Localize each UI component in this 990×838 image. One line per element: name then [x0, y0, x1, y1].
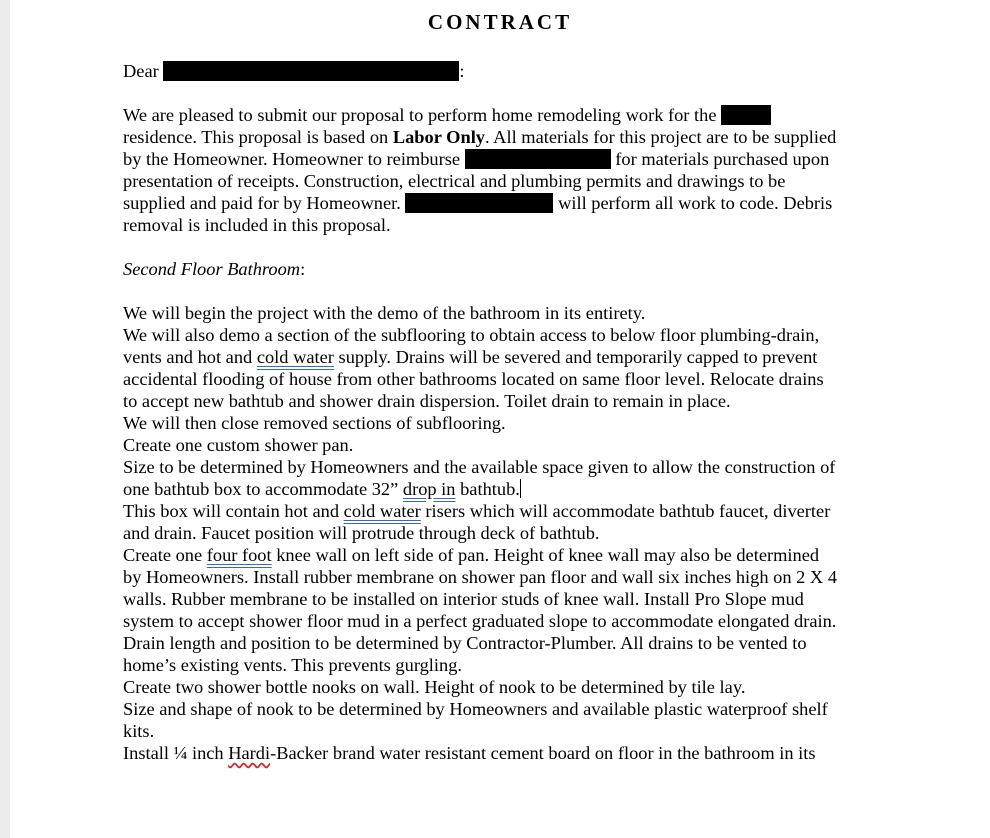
body-line: Size and shape of nook to be determined by Homeowners and available plastic waterproof shelf: [123, 699, 828, 719]
body-line: Drain length and position to be determined by Contractor-Plumber. All drains to be vented to: [123, 633, 807, 653]
body-line: walls. Rubber membrane to be installed on interior studs of knee wall. Install Pro Slope mud: [123, 589, 804, 609]
body-line: home’s existing vents. This prevents gurgling.: [123, 655, 463, 675]
text-cursor: [520, 479, 521, 498]
body-line: [123, 742, 883, 764]
body-line: Create two shower bottle nooks on wall. Height of nook to be determined by tile lay.: [123, 677, 746, 697]
greeting-punct: :: [459, 61, 465, 81]
body-line: Size to be determined by Homeowners and the available space given to allow the construction of: [123, 457, 836, 477]
body-line: [123, 544, 883, 566]
text-run: This box will contain hot and: [123, 501, 344, 521]
text-run: will perform all work to code. Debris: [558, 193, 833, 213]
text-run: for materials purchased upon: [615, 149, 830, 169]
text-run: :: [300, 259, 306, 279]
text-run: Create one: [123, 545, 207, 565]
redaction-block: [721, 105, 771, 125]
body-line: We will also demo a section of the subflooring to obtain access to below floor plumbing-drain,: [123, 325, 820, 345]
body-line: to accept new bathtub and shower drain dispersion. Toilet drain to remain in place.: [123, 391, 731, 411]
intro-line: [123, 126, 883, 148]
grammar-flag[interactable]: cold water: [256, 347, 334, 367]
body-line: accidental flooding of house from other bathrooms located on same floor level. Relocate drains: [123, 369, 824, 389]
body-line: kits.: [123, 721, 155, 741]
body-line: [123, 346, 883, 368]
grammar-flag[interactable]: drop in: [402, 479, 456, 499]
text-run: Install ¼ inch: [123, 743, 229, 763]
bold-text: Labor Only: [392, 127, 485, 147]
body-line: system to accept shower floor mud in a perfect graduated slope to accommodate elongated drain.: [123, 611, 837, 631]
text-run: supplied and paid for by Homeowner.: [123, 193, 401, 213]
text-run: risers which will accommodate bathtub faucet, diverter: [420, 501, 831, 521]
redaction-block: [405, 193, 553, 213]
intro-line: presentation of receipts. Construction, electrical and plumbing permits and drawings to be: [123, 171, 786, 191]
greeting-word: Dear: [123, 61, 159, 81]
section-heading: [123, 258, 883, 280]
intro-line: [123, 104, 883, 126]
greeting-line: [123, 60, 883, 82]
text-run: by the Homeowner. Homeowner to reimburse: [123, 149, 461, 169]
text-run: supply. Drains will be severed and temporarily capped to prevent: [333, 347, 818, 367]
document-body[interactable]: [123, 60, 883, 764]
text-run: . All materials for this project are to be supplied: [485, 127, 837, 147]
body-line: We will then close removed sections of subflooring.: [123, 413, 506, 433]
grammar-flag[interactable]: cold water: [343, 501, 421, 521]
text-run: residence. This proposal is based on: [123, 127, 393, 147]
spelling-flag[interactable]: Hardi: [228, 743, 271, 763]
text-run: We are pleased to submit our proposal to perform home remodeling work for the: [123, 105, 717, 125]
body-line: We will begin the project with the demo of the bathroom in its entirety.: [123, 303, 646, 323]
body-line: by Homeowners. Install rubber membrane on shower pan floor and wall six inches high on 2 X 4: [123, 567, 838, 587]
document-title: CONTRACT: [427, 10, 573, 34]
body-line: [123, 478, 883, 500]
text-run: knee wall on left side of pan. Height of knee wall may also be determined: [271, 545, 820, 565]
redaction-block: [465, 149, 611, 169]
section-heading-text: Second Floor Bathroom: [123, 259, 301, 279]
body-line: [123, 500, 883, 522]
body-line: Create one custom shower pan.: [123, 435, 354, 455]
grammar-flag[interactable]: four foot: [206, 545, 272, 565]
text-run: one bathtub box to accommodate 32”: [123, 479, 403, 499]
redaction-block: [163, 61, 459, 81]
text-run: -Backer brand water resistant cement board on floor in the bathroom in its: [270, 743, 816, 763]
body-line: and drain. Faucet position will protrude through deck of bathtub.: [123, 523, 600, 543]
intro-line: [123, 192, 883, 214]
text-run: vents and hot and: [123, 347, 257, 367]
intro-line: removal is included in this proposal.: [123, 215, 391, 235]
text-run: bathtub.: [455, 479, 520, 499]
intro-line: [123, 148, 883, 170]
document-page[interactable]: [10, 0, 990, 838]
